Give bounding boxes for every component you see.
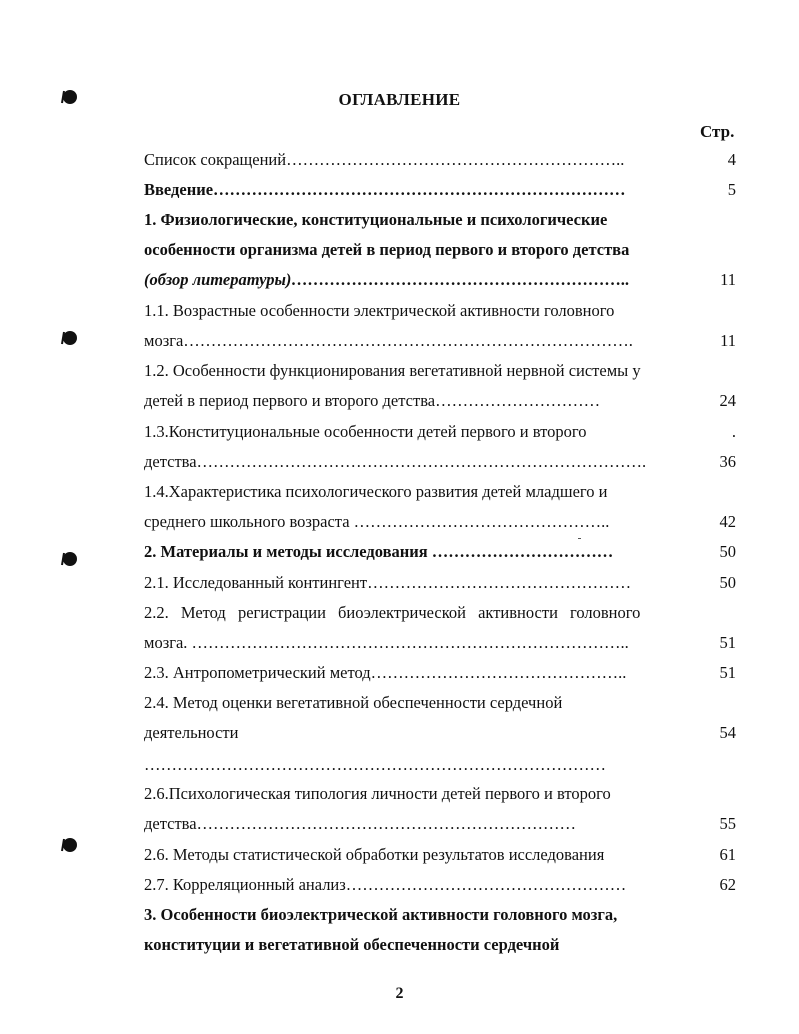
toc-line-chapter3: конституции и вегетативной обеспеченности сердечной [144, 935, 560, 954]
toc-line-2-4: 2.4. Метод оценки вегетативной обеспеченности сердечной [144, 693, 563, 712]
toc-page: 54 [719, 723, 736, 742]
toc-line-chapter3: 3. Особенности биоэлектрической активности головного мозга, [144, 905, 618, 924]
page-number: 2 [395, 985, 404, 1002]
toc-line-1-4: среднего школьного возраста ……………………………………….. [144, 512, 610, 531]
toc-heading: ОГЛАВЛЕНИЕ [338, 90, 461, 109]
toc-page: 5 [727, 180, 736, 199]
toc-page: 11 [720, 270, 736, 289]
toc-line-1-2: детей в период первого и второго детства………………………… [144, 391, 601, 410]
toc-page: 50 [719, 573, 736, 592]
binder-hole-icon [60, 88, 78, 106]
toc-line-2-2: 2.2. Метод регистрации биоэлектрической активности головного [144, 603, 641, 622]
toc-page: 11 [720, 331, 736, 350]
toc-page: 55 [719, 814, 736, 833]
toc-line-2-4: деятельности [144, 723, 239, 742]
binder-hole-icon [60, 329, 78, 347]
toc-line-2-6-psych: детства…………………………………………………………… [144, 814, 577, 833]
toc-line-dots: ………………………………………………………………………… [144, 755, 606, 774]
toc-line-chapter1: 1. Физиологические, конституциональные и психологические [144, 210, 608, 229]
toc-line-2-6-psych: 2.6.Психологическая типология личности детей первого и второго [144, 784, 611, 803]
toc-line-chapter2: 2. Материалы и методы исследования …………………………… [144, 542, 614, 561]
binder-hole-icon [60, 836, 78, 854]
toc-line-1-3: 1.3.Конституциональные особенности детей первого и второго [144, 422, 587, 441]
toc-line-2-2: мозга. …………………………………………………………………….. [144, 633, 629, 652]
toc-line-abbreviations: Список сокращений…………………………………………………….. [144, 150, 625, 169]
toc-line-2-7: 2.7. Корреляционный анализ…………………………………………… [144, 875, 627, 894]
toc-line-introduction: Введение………………………………………………………………… [144, 180, 626, 199]
toc-line-2-6-stats: 2.6. Методы статистической обработки результатов исследования [144, 845, 605, 864]
toc-page: 42 [719, 512, 736, 531]
toc-line-1-1: мозга………………………………………………………………………. [144, 331, 633, 350]
binder-hole-icon [60, 550, 78, 568]
scan-speck [578, 538, 581, 539]
toc-line-1-3: детства………………………………………………………………………. [144, 452, 647, 471]
toc-line-1-4: 1.4.Характеристика психологического развития детей младшего и [144, 482, 608, 501]
toc-line-2-3: 2.3. Антропометрический метод……………………………………….. [144, 663, 627, 682]
toc-line-chapter1: особенности организма детей в период первого и второго детства [144, 240, 630, 259]
page-column-label: Стр. [700, 122, 735, 141]
toc-page: 61 [719, 845, 736, 864]
toc-page: 51 [719, 633, 736, 652]
toc-line-1-2: 1.2. Особенности функционирования вегетативной нервной системы у [144, 361, 641, 380]
toc-line-chapter1: (обзор литературы)…………………………………………………….. [144, 270, 630, 289]
toc-page: 51 [719, 663, 736, 682]
toc-page: 62 [719, 875, 736, 894]
toc-page: 36 [719, 452, 736, 471]
toc-page: . [731, 422, 736, 441]
toc-line-1-1: 1.1. Возрастные особенности электрической активности головного [144, 301, 615, 320]
toc-page: 4 [727, 150, 736, 169]
toc-page: 24 [719, 391, 736, 410]
toc-page: 50 [719, 542, 736, 561]
toc-line-2-1: 2.1. Исследованный контингент………………………………………… [144, 573, 632, 592]
